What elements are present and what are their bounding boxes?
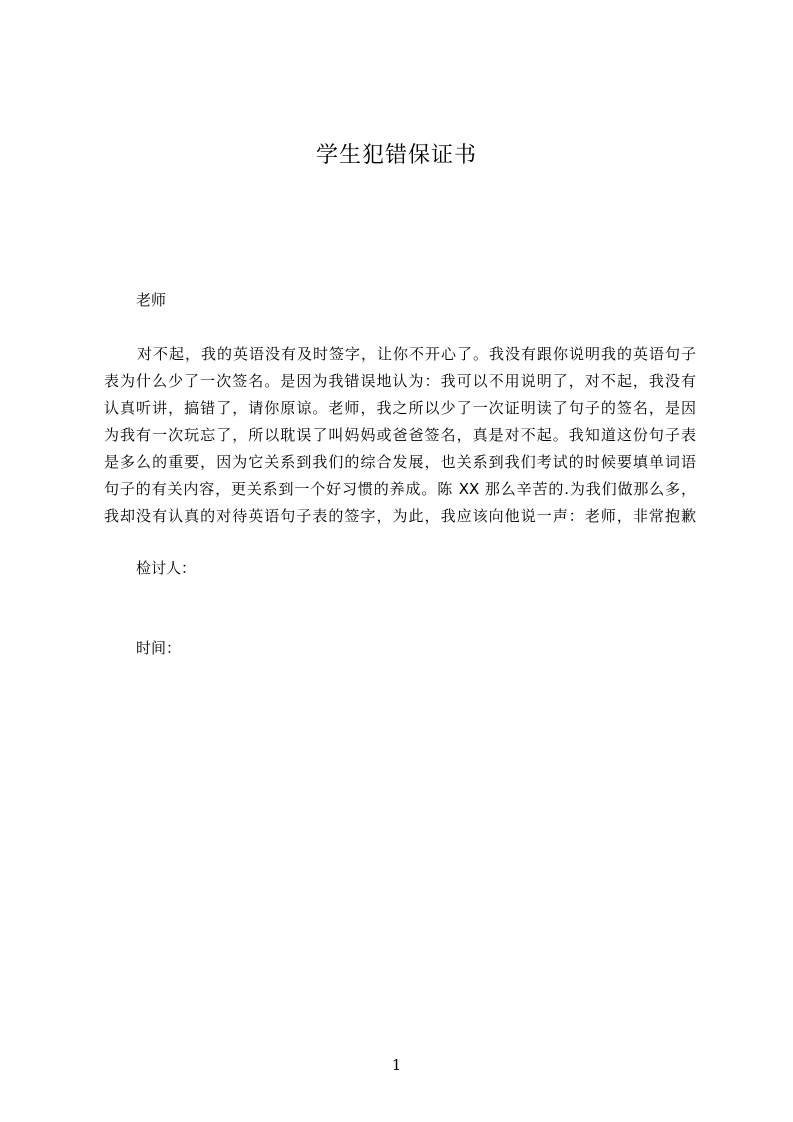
date-label: 时间： — [136, 639, 182, 657]
document-title: 学生犯错保证书 — [315, 143, 477, 168]
body-line: 认真听讲，搞错了，请你原谅。老师，我之所以少了一次证明读了句子的签名，是因 — [104, 399, 696, 417]
body-line: 是多么的重要，因为它关系到我们的综合发展，也关系到我们考试的时候要填单词语 — [104, 453, 696, 471]
salutation: 老师 — [136, 291, 167, 309]
body-line: 句子的有关内容，更关系到一个好习惯的养成。陈 XX 那么辛苦的.为我们做那么多， — [104, 480, 696, 498]
body-line: 为我有一次玩忘了，所以耽误了叫妈妈或爸爸签名，真是对不起。我知道这份句子表 — [104, 426, 696, 444]
body-line: 表为什么少了一次签名。是因为我错误地认为：我可以不用说明了，对不起，我没有 — [104, 372, 696, 390]
body-line: 我却没有认真的对待英语句子表的签字，为此，我应该向他说一声：老师，非常抱歉 — [104, 507, 696, 525]
body-paragraph — [104, 341, 696, 530]
page-number: 1 — [391, 1056, 402, 1074]
body-line: 对不起，我的英语没有及时签字，让你不开心了。我没有跟你说明我的英语句子 — [137, 345, 696, 363]
signer-label: 检讨人： — [136, 559, 197, 577]
